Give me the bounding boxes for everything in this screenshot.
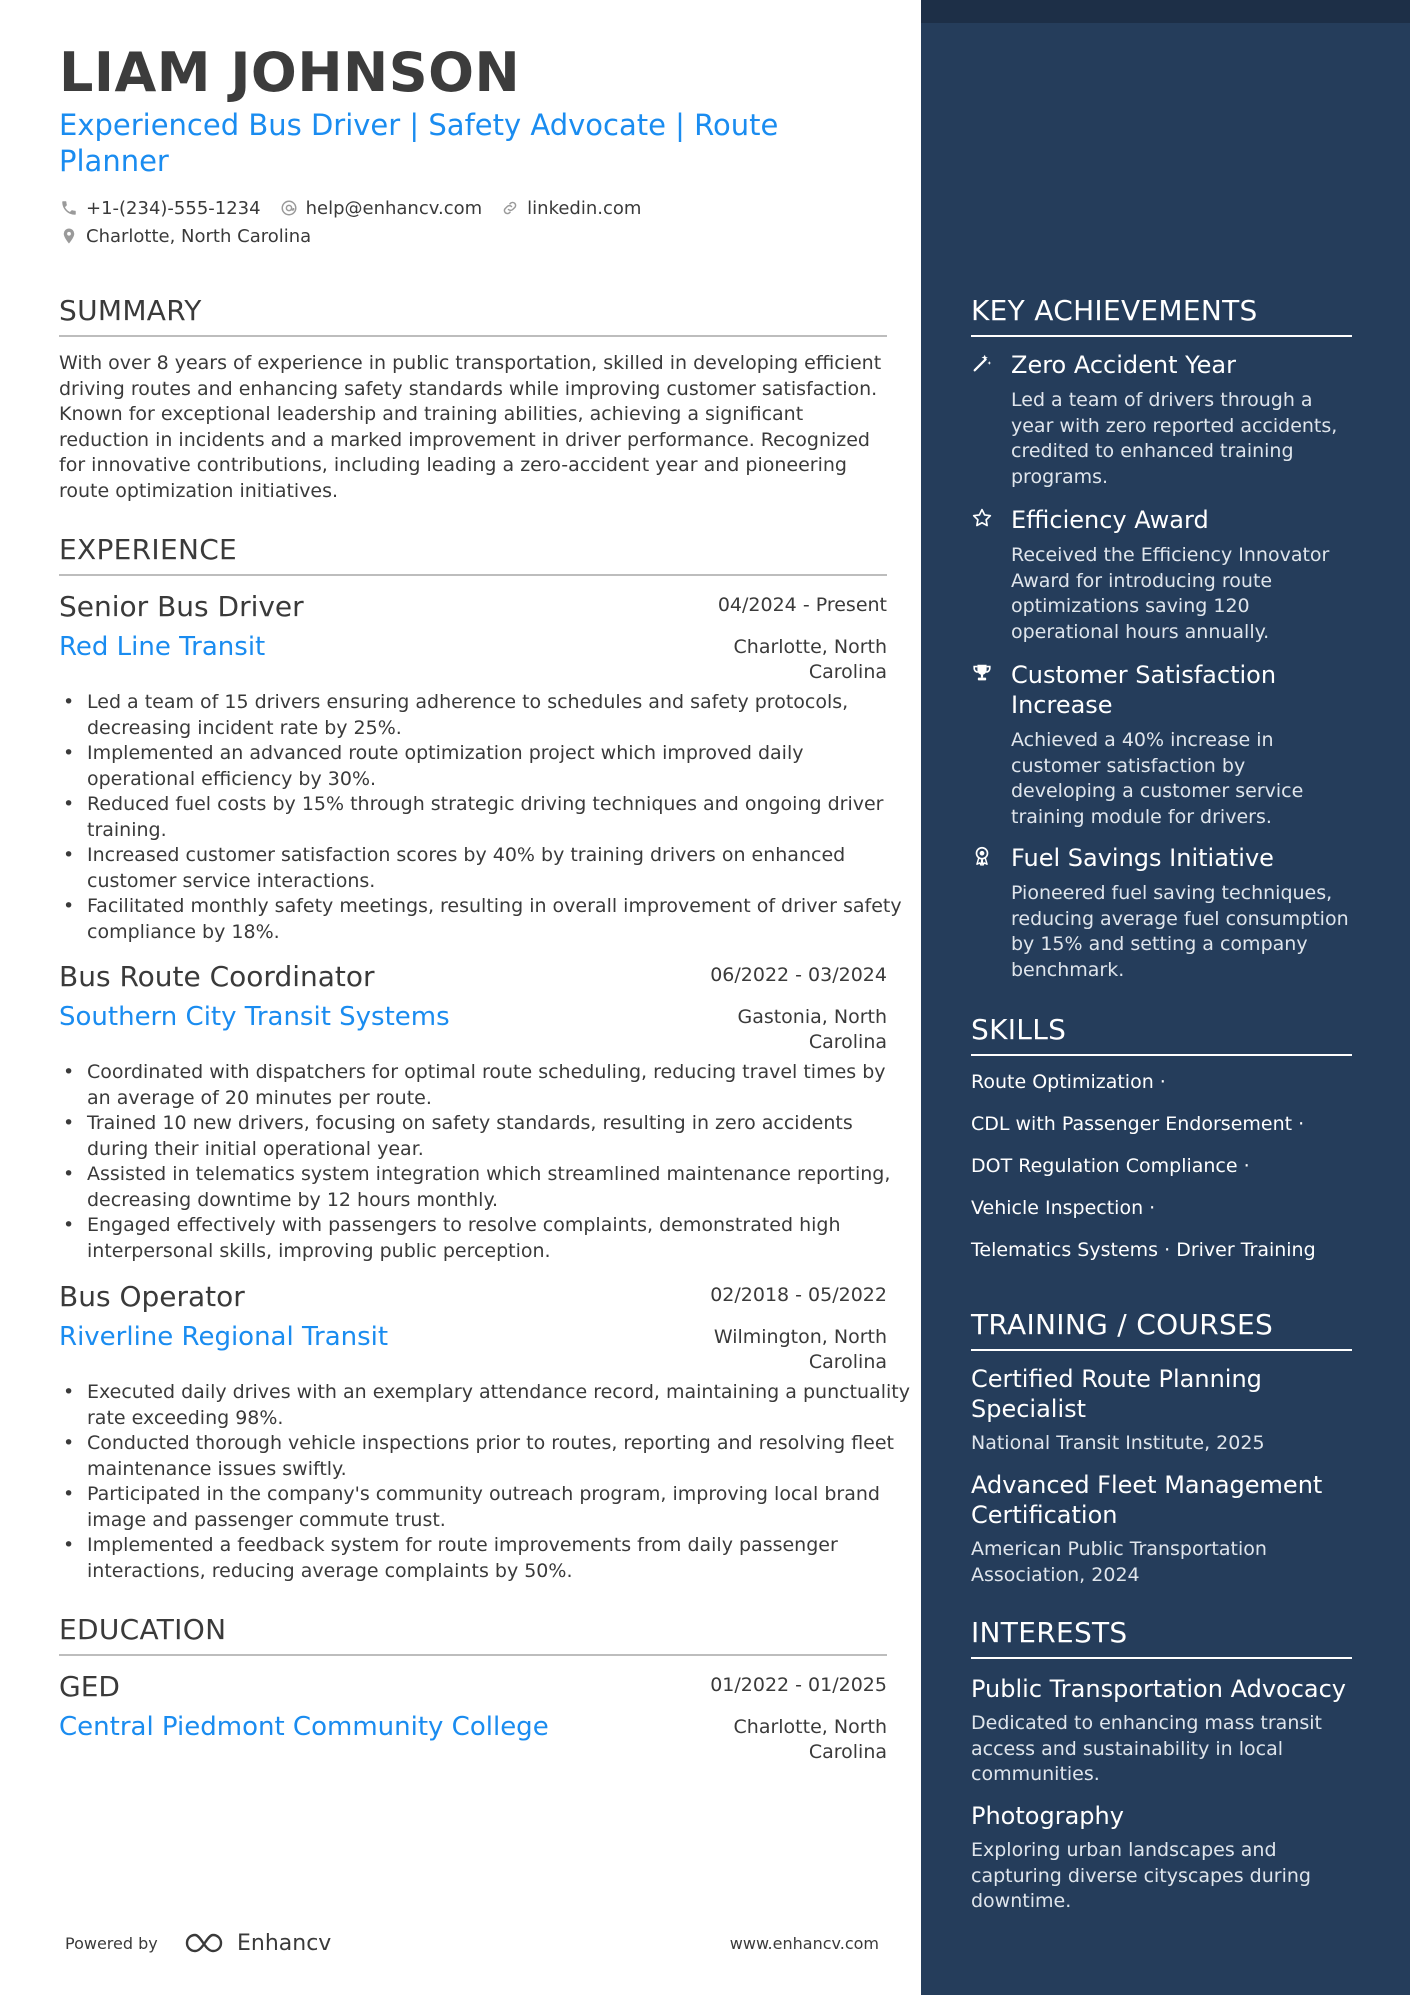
experience-divider	[59, 574, 887, 576]
skills-heading	[971, 1013, 1352, 1046]
education-heading-text: EDUCATION	[59, 1613, 227, 1646]
achievements-heading	[971, 294, 1352, 327]
list-item: • Increased customer satisfaction scores by 40% by training drivers on enhanced customer service interactions.	[87, 843, 915, 894]
course-title: Certified Route Planning Specialist	[971, 1365, 1262, 1423]
achievements-heading-text: KEY ACHIEVEMENTS	[971, 294, 1258, 327]
interests-heading-text: INTERESTS	[971, 1616, 1128, 1649]
role-bullets	[59, 690, 915, 945]
education-location: Charlotte, North Carolina	[733, 1716, 887, 1763]
achievement-desc: Led a team of drivers through a year with zero reported accidents, credited to enhanced training programs.	[1011, 389, 1338, 488]
role-company: Southern City Transit Systems	[59, 1002, 450, 1032]
sidebar	[921, 0, 1410, 1995]
skill-item: Route Optimization ·	[971, 1071, 1166, 1093]
skills-divider	[971, 1054, 1352, 1056]
summary-text: With over 8 years of experience in public transportation, skilled in developing efficient driving routes and enhancing safety standards while improving customer satisfaction. Known for exceptional leadership and training abilities, achieving a significant reduction in incidents and a marked improvement in driver performance. Recognized for innovative contributions, including leading a zero-accident year and pioneering route optimization initiatives.	[59, 352, 882, 502]
skill-label: Vehicle Inspection	[971, 1197, 1144, 1219]
achievements-divider	[971, 335, 1352, 337]
list-item: • Engaged effectively with passengers to resolve complaints, demonstrated high interpersonal skills, improving public perception.	[87, 1213, 915, 1264]
interest-title: Public Transportation Advocacy	[971, 1675, 1346, 1703]
achievement-title: Fuel Savings Initiative	[1011, 844, 1274, 872]
skill-item: Vehicle Inspection ·	[971, 1197, 1156, 1219]
role-company: Riverline Regional Transit	[59, 1322, 389, 1352]
role-title: Senior Bus Driver	[59, 590, 304, 623]
website-link[interactable]: www.enhancv.com	[729, 1934, 879, 1953]
training-heading-text: TRAINING / COURSES	[971, 1308, 1274, 1341]
skill-item: CDL with Passenger Endorsement ·	[971, 1113, 1305, 1135]
list-item: • Reduced fuel costs by 15% through strategic driving techniques and ongoing driver training.	[87, 792, 915, 843]
candidate-name: LIAM JOHNSON	[59, 41, 521, 104]
school: Central Piedmont Community College	[59, 1712, 549, 1742]
enhancv-logo-icon	[183, 1930, 231, 1956]
role-dates: 06/2022 - 03/2024	[710, 964, 887, 986]
summary-heading-text: SUMMARY	[59, 294, 202, 327]
linkedin-text[interactable]: linkedin.com	[527, 197, 642, 219]
interest-desc: Exploring urban landscapes and capturing diverse cityscapes during downtime.	[971, 1839, 1311, 1912]
education-heading	[59, 1613, 887, 1646]
achievement-title: Zero Accident Year	[1011, 351, 1236, 379]
role-location: Wilmington, North Carolina	[713, 1326, 887, 1373]
role-bullets	[59, 1380, 915, 1584]
skill-label: Telematics Systems	[971, 1239, 1159, 1261]
role-location: Charlotte, North Carolina	[733, 636, 887, 683]
headline: Experienced Bus Driver | Safety Advocate | Route Planner	[59, 108, 779, 178]
role-title: Bus Operator	[59, 1280, 245, 1313]
interests-divider	[971, 1657, 1352, 1659]
magic-wand-icon	[971, 352, 995, 376]
powered-by-label: Powered by	[65, 1934, 158, 1953]
award-medal-icon	[971, 845, 995, 869]
experience-heading-text: EXPERIENCE	[59, 533, 238, 566]
trophy-icon	[971, 662, 995, 686]
skills-heading-text: SKILLS	[971, 1013, 1067, 1046]
summary-divider	[59, 335, 887, 337]
link-icon	[500, 198, 520, 218]
enhancv-logo[interactable]	[183, 1930, 331, 1956]
list-item: • Participated in the company's community outreach program, improving local brand image and passenger commute trust.	[87, 1482, 915, 1533]
location-text: Charlotte, North Carolina	[86, 225, 312, 247]
email-text[interactable]: help@enhancv.com	[305, 197, 483, 219]
achievement-title: Efficiency Award	[1011, 506, 1209, 534]
role-dates: 02/2018 - 05/2022	[710, 1284, 887, 1306]
skill-label: CDL with Passenger Endorsement	[971, 1113, 1293, 1135]
role-location: Gastonia, North Carolina	[737, 1006, 887, 1053]
list-item: • Trained 10 new drivers, focusing on safety standards, resulting in zero accidents during their initial operational year.	[87, 1111, 915, 1162]
achievement-desc: Achieved a 40% increase in customer satisfaction by developing a customer service training module for drivers.	[1011, 729, 1304, 828]
list-item: • Coordinated with dispatchers for optimal route scheduling, reducing travel times by an average of 20 minutes per route.	[87, 1060, 915, 1111]
education-dates: 01/2022 - 01/2025	[710, 1674, 887, 1696]
list-item: • Led a team of 15 drivers ensuring adherence to schedules and safety protocols, decreasing incident rate by 25%.	[87, 690, 915, 741]
list-item: • Executed daily drives with an exemplary attendance record, maintaining a punctuality rate exceeding 98%.	[87, 1380, 915, 1431]
skill-label: Route Optimization	[971, 1071, 1154, 1093]
phone-icon	[59, 198, 79, 218]
training-divider	[971, 1349, 1352, 1351]
brand-text: Enhancv	[237, 1930, 332, 1956]
skill-label: Driver Training	[1176, 1239, 1316, 1261]
at-icon	[279, 198, 299, 218]
list-item: • Implemented an advanced route optimization project which improved daily operational efficiency by 30%.	[87, 741, 915, 792]
interest-title: Photography	[971, 1802, 1124, 1830]
achievement-title: Customer Satisfaction Increase	[1011, 661, 1277, 719]
summary-heading	[59, 294, 887, 327]
role-title: Bus Route Coordinator	[59, 960, 375, 993]
contact-info	[59, 194, 887, 250]
degree: GED	[59, 1670, 120, 1703]
role-bullets	[59, 1060, 915, 1264]
course-title: Advanced Fleet Management Certification	[971, 1471, 1323, 1529]
contact-phone	[59, 198, 261, 219]
training-heading	[971, 1308, 1352, 1341]
star-icon	[971, 507, 995, 531]
list-item: • Conducted thorough vehicle inspections prior to routes, reporting and resolving fleet maintenance issues swiftly.	[87, 1431, 915, 1482]
achievement-desc: Received the Efficiency Innovator Award for introducing route optimizations saving 120 operational hours annually.	[1011, 544, 1330, 643]
skill-item: Telematics Systems · Driver Training	[971, 1239, 1316, 1261]
interests-heading	[971, 1616, 1352, 1649]
skill-label: DOT Regulation Compliance	[971, 1155, 1238, 1177]
contact-email	[279, 198, 483, 219]
sidebar-top-band	[921, 0, 1410, 23]
education-divider	[59, 1654, 887, 1656]
list-item: • Implemented a feedback system for route improvements from daily passenger interactions, reducing average complaints by 50%.	[87, 1533, 915, 1584]
contact-location	[59, 226, 311, 247]
interest-desc: Dedicated to enhancing mass transit access and sustainability in local communities.	[971, 1712, 1322, 1785]
achievement-desc: Pioneered fuel saving techniques, reducing average fuel consumption by 15% and setting a company benchmark.	[1011, 882, 1349, 981]
course-sub: American Public Transportation Association, 2024	[971, 1538, 1267, 1586]
contact-linkedin	[500, 198, 641, 219]
phone-text[interactable]: +1-(234)-555-1234	[86, 197, 261, 219]
role-company: Red Line Transit	[59, 632, 266, 662]
list-item: • Assisted in telematics system integration which streamlined maintenance reporting, decreasing downtime by 12 hours monthly.	[87, 1162, 915, 1213]
experience-heading	[59, 533, 887, 566]
course-sub: National Transit Institute, 2025	[971, 1432, 1265, 1454]
role-dates: 04/2024 - Present	[717, 594, 887, 616]
skill-item: DOT Regulation Compliance ·	[971, 1155, 1250, 1177]
list-item: • Facilitated monthly safety meetings, resulting in overall improvement of driver safety compliance by 18%.	[87, 894, 915, 945]
location-pin-icon	[59, 226, 79, 246]
